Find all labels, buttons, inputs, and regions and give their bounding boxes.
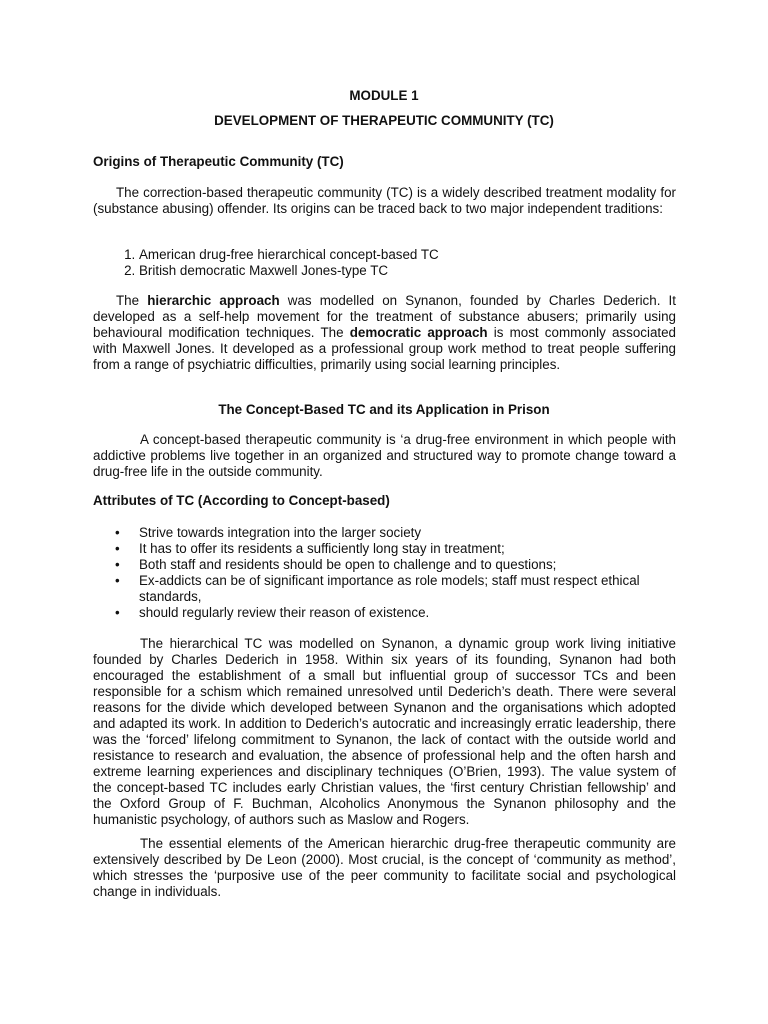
list-item: • Ex-addicts can be of significant importance as role models; staff must respect ethical standards,	[139, 573, 676, 605]
concept-based-paragraph: A concept-based therapeutic community is ‘a drug-free environment in which people with addictive problems live together in an organized and structured way to promote change toward a drug-free life in the outside community.	[93, 432, 676, 479]
hierarchic-approach-term: hierarchic approach	[147, 293, 280, 308]
list-item: 2. British democratic Maxwell Jones-type TC	[139, 263, 676, 279]
attributes-list	[93, 525, 676, 621]
approaches-paragraph	[93, 293, 676, 373]
document-subtitle: DEVELOPMENT OF THERAPEUTIC COMMUNITY (TC)	[214, 113, 554, 128]
text-run: was modelled on Synanon, founded by Charles Dederich. It developed as a self-help movement for the treatment of substance abusers; primarily using behavioural modification techniques. The	[93, 293, 676, 340]
hierarchical-tc-paragraph: The hierarchical TC was modelled on Synanon, a dynamic group work living initiative founded by Charles Dederich in 1958. Within six years of its founding, Synanon had both encouraged the establishment of a small but influential group of successor TCs and been responsible for a schism which remained unresolved until Dederich’s death. There were several reasons for the divide which developed between Synanon and the organisations which adopted and adapted its work. In addition to Dederich’s autocratic and increasingly erratic leadership, there was the ‘forced’ lifelong commitment to Synanon, the lack of contact with the outside world and resistance to research and evaluation, the absence of professional help and the often harsh and extreme learning experiences and disciplinary techniques (O’Brien, 1993). The value system of the concept-based TC includes early Christian values, the ‘first century Christian fellowship’ and the Oxford Group of F. Buchman, Alcoholics Anonymous the Synanon philosophy and the humanistic psychology, of authors such as Maslow and Rogers.	[93, 636, 676, 827]
concept-based-heading: The Concept-Based TC and its Application in Prison	[218, 402, 550, 417]
traditions-list	[93, 247, 676, 279]
text-run: is most commonly associated with Maxwell Jones. It developed as a professional group work method to treat people suffering from a range of psychiatric difficulties, primarily using social learning principles.	[93, 325, 677, 372]
list-item: • Both staff and residents should be open to challenge and to questions;	[139, 557, 676, 573]
attributes-heading: Attributes of TC (According to Concept-based)	[93, 493, 390, 508]
democratic-approach-term: democratic approach	[349, 325, 488, 340]
module-title: MODULE 1	[349, 88, 419, 103]
essential-elements-paragraph: The essential elements of the American hierarchic drug-free therapeutic community are extensively described by De Leon (2000). Most crucial, is the concept of ‘community as method’, which stresses the ‘purposive use of the peer community to facilitate social and psychological change in individuals.	[93, 836, 676, 899]
text-run: The	[116, 293, 148, 308]
list-item: • should regularly review their reason of existence.	[139, 605, 676, 621]
origins-heading: Origins of Therapeutic Community (TC)	[93, 154, 344, 169]
list-item: • Strive towards integration into the larger society	[139, 525, 676, 541]
list-item: 1. American drug-free hierarchical concept-based TC	[139, 247, 676, 263]
list-item: • It has to offer its residents a sufficiently long stay in treatment;	[139, 541, 676, 557]
origins-intro-paragraph: The correction-based therapeutic community (TC) is a widely described treatment modality for (substance abusing) offender. Its origins can be traced back to two major independent traditions:	[93, 185, 676, 216]
